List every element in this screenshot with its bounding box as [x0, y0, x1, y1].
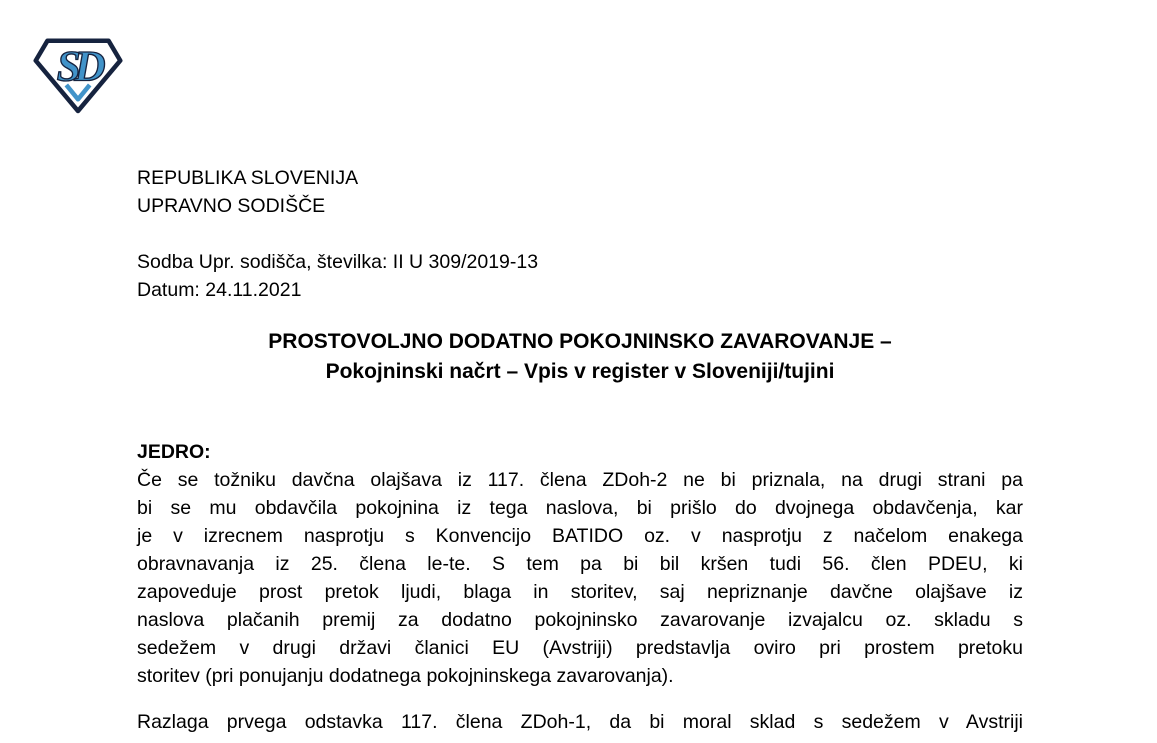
jedro-line: sedežem v drugi državi članici EU (Avstriji) predstavlja oviro pri prostem pretoku — [137, 637, 1023, 659]
sd-shield-logo-icon — [33, 36, 123, 114]
court-header — [137, 164, 358, 220]
jedro-heading: JEDRO: — [137, 441, 211, 463]
document-title — [137, 327, 1023, 387]
jedro-line: naslova plačanih premij za dodatno pokojninsko zavarovanje izvajalcu oz. skladu s — [137, 609, 1023, 631]
court-name: UPRAVNO SODIŠČE — [137, 195, 326, 217]
jedro-line: zapoveduje prost pretok ljudi, blaga in storitev, saj nepriznanje davčne olajšave iz — [137, 581, 1023, 603]
jedro-line: obravnavanja iz 25. člena le-te. S tem pa bi bil kršen tudi 56. člen PDEU, ki — [137, 553, 1023, 575]
jedro-line: bi se mu obdavčila pokojnina iz tega naslova, bi prišlo do dvojnega obdavčenja, kar — [137, 497, 1023, 519]
case-number: Sodba Upr. sodišča, številka: II U 309/2019-13 — [137, 251, 539, 273]
title-line-1: PROSTOVOLJNO DODATNO POKOJNINSKO ZAVAROVANJE – — [268, 330, 892, 353]
jedro-line: je v izrecnem nasprotju s Konvencijo BATIDO oz. v nasprotju z načelom enakega — [137, 525, 1023, 547]
jedro-paragraph — [137, 466, 1023, 690]
republic-name: REPUBLIKA SLOVENIJA — [137, 167, 359, 189]
jedro-line: Če se tožniku davčna olajšava iz 117. člena ZDoh-2 ne bi priznala, na drugi strani pa — [137, 469, 1023, 491]
logo-letters: SD — [56, 43, 100, 91]
sd-shield-logo — [33, 36, 123, 114]
case-date: Datum: 24.11.2021 — [137, 279, 302, 301]
title-line-2: Pokojninski načrt – Vpis v register v Sloveniji/tujini — [325, 360, 835, 383]
jedro-line: storitev (pri ponujanju dodatnega pokojninskega zavarovanja). — [137, 665, 674, 687]
case-info — [137, 248, 538, 304]
second-paragraph: Razlaga prvega odstavka 117. člena ZDoh-1, da bi moral sklad s sedežem v Avstriji — [137, 711, 1023, 733]
